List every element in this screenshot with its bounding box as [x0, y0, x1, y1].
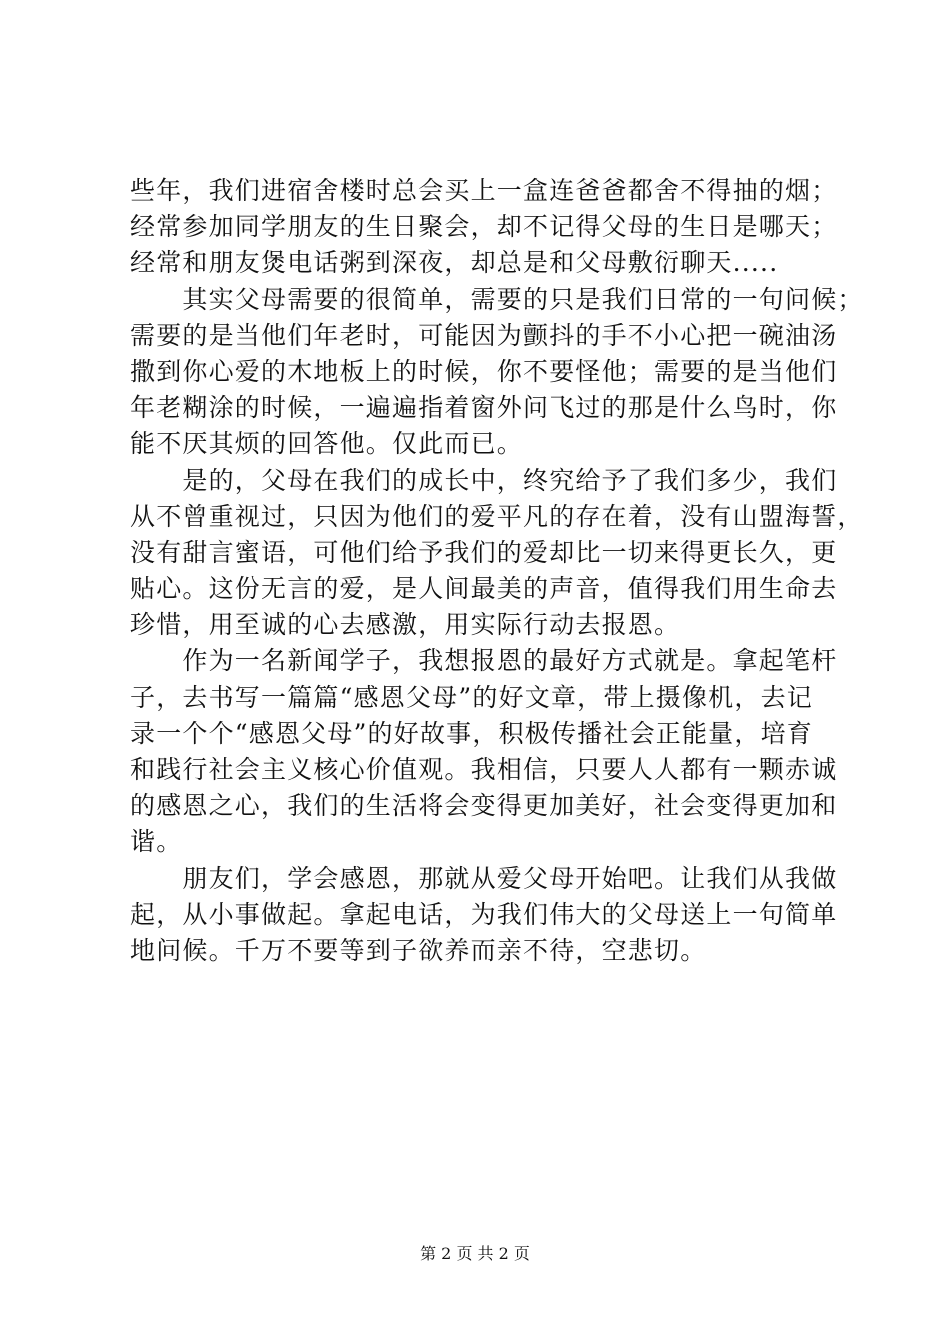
text-line: 谐。 [130, 827, 183, 857]
text-line: 些年，我们进宿舍楼时总会买上一盒连爸爸都舍不得抽的烟； [130, 176, 838, 205]
text-line: 地问候。千万不要等到子欲养而亲不待，空悲切。 [130, 935, 707, 965]
text-line: 录一个个“感恩父母”的好故事，积极传播社会正能量，培育 [130, 718, 813, 748]
text-line: 珍惜，用至诚的心去感激，用实际行动去报恩。 [130, 610, 681, 640]
page-number: 第 2 页 共 2 页 [420, 1244, 530, 1263]
text-line: 贴心。这份无言的爱，是人间最美的声音，值得我们用生命去 [130, 574, 838, 604]
page-footer [0, 1244, 950, 1264]
document-body [130, 173, 864, 969]
text-line: 朋友们，学会感恩，那就从爱父母开始吧。让我们从我做 [130, 863, 838, 893]
text-line: 经常参加同学朋友的生日聚会，却不记得父母的生日是哪天； [130, 212, 838, 242]
text-line: 子，去书写一篇篇“感恩父母”的好文章，带上摄像机，去记 [130, 682, 813, 712]
text-line: 需要的是当他们年老时，可能因为颤抖的手不小心把一碗油汤 [130, 320, 838, 350]
text-line: 其实父母需要的很简单，需要的只是我们日常的一句问候； [130, 284, 864, 314]
text-line: 能不厌其烦的回答他。仅此而已。 [130, 429, 524, 459]
text-line: 从不曾重视过，只因为他们的爱平凡的存在着，没有山盟海誓， [130, 501, 864, 531]
text-line: 是的，父母在我们的成长中，终究给予了我们多少，我们 [130, 465, 838, 495]
text-line: 的感恩之心，我们的生活将会变得更加美好，社会变得更加和 [130, 791, 838, 821]
text-line: 作为一名新闻学子，我想报恩的最好方式就是。拿起笔杆 [130, 646, 838, 676]
text-line: 年老糊涂的时候，一遍遍指着窗外问飞过的那是什么鸟时，你 [130, 393, 838, 423]
text-line: 起，从小事做起。拿起电话，为我们伟大的父母送上一句简单 [130, 899, 838, 929]
text-line: 撒到你心爱的木地板上的时候，你不要怪他；需要的是当他们 [130, 356, 838, 386]
text-line: 和践行社会主义核心价值观。我相信，只要人人都有一颗赤诚 [130, 755, 838, 784]
text-line: 没有甜言蜜语，可他们给予我们的爱却比一切来得更长久，更 [130, 537, 838, 567]
text-line: 经常和朋友煲电话粥到深夜，却总是和父母敷衍聊天..... [130, 248, 779, 278]
